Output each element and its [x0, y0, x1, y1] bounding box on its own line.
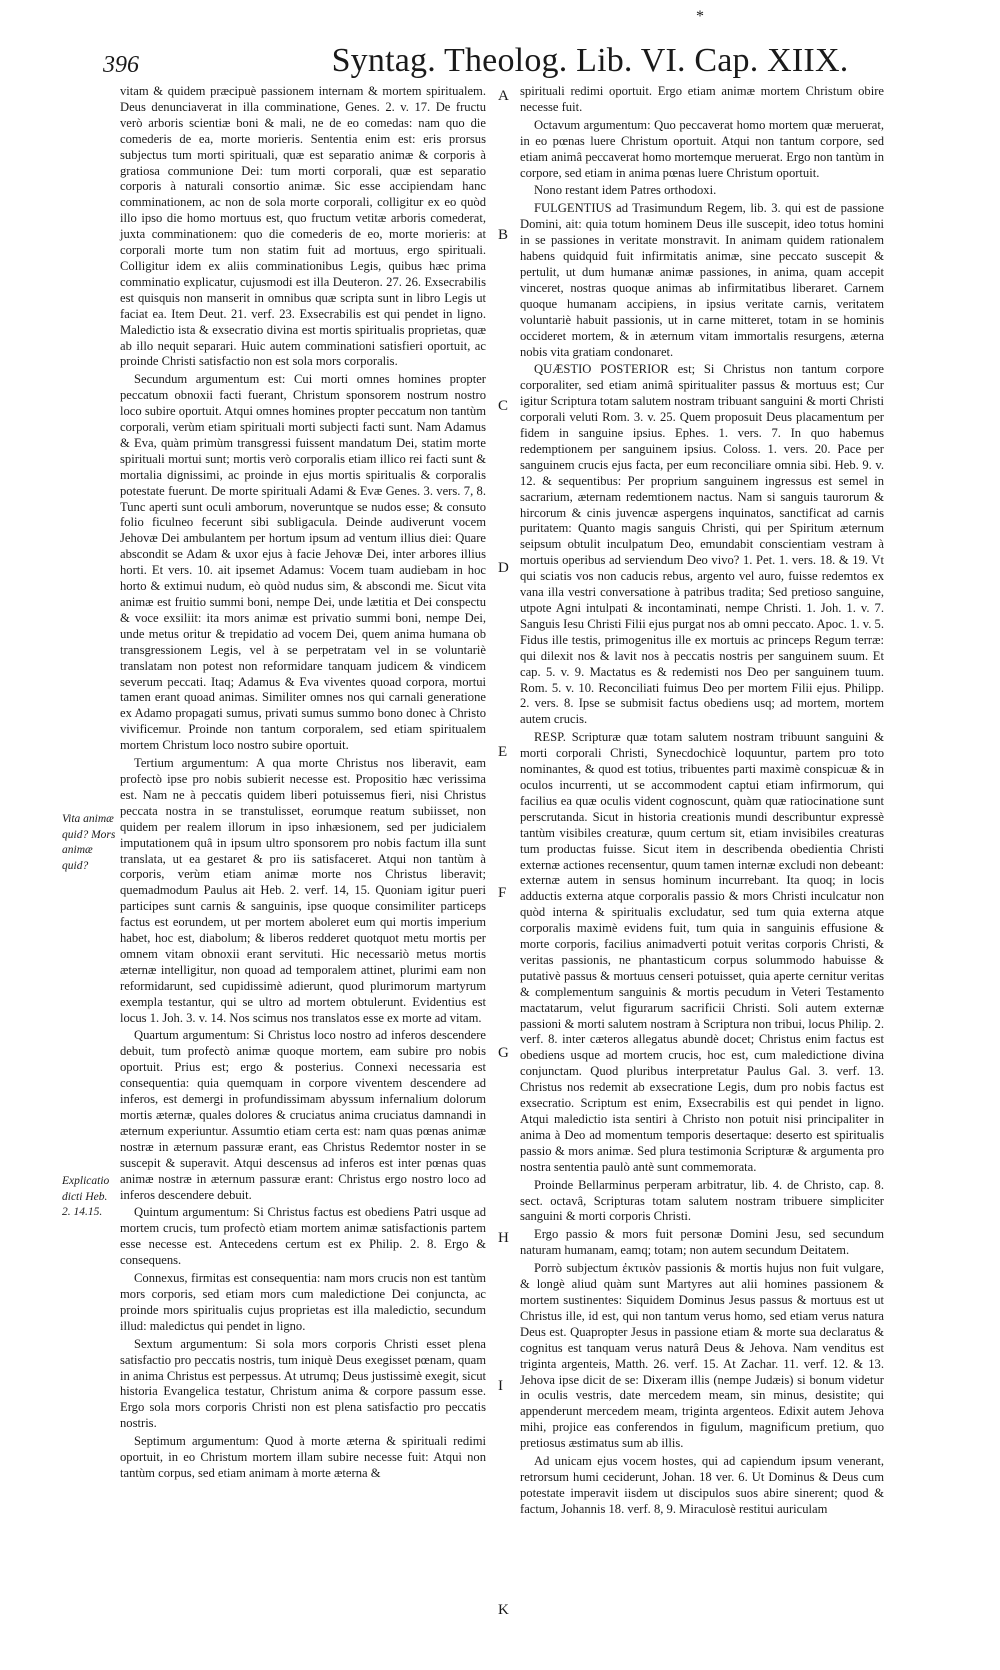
paragraph: Ergo passio & mors fuit personæ Domini Jesu, sed secundum naturam humanam, eamq; totam; non autem secundum Deitatem.	[520, 1227, 884, 1258]
section-marker: H	[498, 1230, 509, 1246]
running-head: Syntag. Theolog. Lib. VI. Cap. XIIX.	[331, 42, 849, 79]
paragraph: Quartum argumentum: Si Christus loco nostro ad inferos descendere debuit, tum profectò animæ quoque mortem, eam subire pro nobis oportuit. Prius est; ergo & posterius. Connexi necessaria est consequentia: quia quemquam in corpore viventem descendere ad inferos, est demergi in profundissimam abyssum infernalium dolorum mortis æternæ, quales dolores & cruciatus anima cruciatus damnandi in æternum experiuntur. Assumtio etiam certa est: nam quas pœnas animæ nostræ in æternum passuræ erant, eas Christus Redemtor noster in se suscepit & superavit. Atqui descensus ad inferos est inter pœnas quas animæ nostræ in æternum passuræ erant: Christus ergo nostro loco ad inferos descendere debuit.	[120, 1028, 486, 1202]
top-mark: *	[696, 8, 704, 25]
paragraph: vitam & quidem præcipuè passionem internam & mortem spiritualem. Deus denunciaverat in illa comminatione, Genes. 2. v. 17. De fructu verò arboris scientiæ boni & mali, ne de eo comedas: nam quo die comederis de ea, morte morieris. Sententia enim est: eris prorsus subjectus tum morti spirituali, quæ est separatio animæ & corporis à gratiosa communione Dei: tum morti corporali, quæ est separatio corporis à naturali consortio animæ. Sic esse accipiendam hanc comminationem, ac non de sola morte corporali, colligitur ex eo quòd illo ipso die homo mortuus est, quo fructum vetitæ arboris comederat, juxta comminationem: quo die comederis de eo, morte morieris: at corporali morte tum non statim fuit ad mortuus, ergo spirituali. Colligitur idem ex aliis comminationibus Legis, quibus hæc prima comminatio explicatur, cujusmodi est illa Deuteron. 27. 26. Exsecrabilis est quisquis non manserit in omnibus quæ scripta sunt in libro Legis ut faciat ea. Item Deut. 21. verf. 23. Exsecrabilis est qui pendet in ligno. Maledictio ista & exsecratio divina est mortis spiritualis proprietas, quæ ab illo nequit separari. Huic autem comminationi satisfieri oportuit, ac proinde Christi satisfactio non est sola mors corporalis.	[120, 84, 486, 369]
paragraph: Octavum argumentum: Quo peccaverat homo mortem quæ meruerat, in eo pœnas luere Christum oportuit. Atqui non tantum corpore, sed etiam animâ peccaverat homo mortemque meruerat. Ergo non tantùm in corpore, sed etiam in anima pœnas luere Christum oportuit.	[520, 117, 884, 180]
paragraph: Nono restant idem Patres orthodoxi.	[534, 183, 717, 198]
right-column	[520, 84, 884, 1518]
section-marker: K	[498, 1602, 509, 1618]
margin-note: Explicatio dicti Heb. 2. 14.15.	[62, 1175, 110, 1218]
left-column	[120, 84, 486, 1482]
paragraph: Septimum argumentum: Quod à morte æterna & spirituali redimi oportuit, in eo Christum mortem illam subire necesse fuit: Atqui non tantùm corpus, sed etiam animam à morte æterna &	[120, 1434, 486, 1480]
page-number: 396	[103, 52, 139, 78]
paragraph: Secundum argumentum est: Cui morti omnes homines propter peccatum obnoxii facti fuerant, Christum sponsorem nostrum nostro loco subire oportuit. Atqui omnes homines propter peccatum non tantùm corporali, verùm etiam spirituali morti subjecti facti sunt. Nam Adamus & Eva, quàm primùm transgressi fuissent mandatum Dei, statim morte spirituali mortui sunt; mortis verò corporalis etiam illico rei facti sunt & mortalia dignissimi, ac proinde in ejus mortis spiritualis & corporalis potestate fuerunt. De morte spirituali Adami & Evæ Genes. 3. vers. 7, 8. Tunc aperti sunt oculi amborum, noveruntque se nudos esse; & consuto folio ficulneo fecerunt sibi subligacula. Deinde audiverunt vocem Jehovæ Dei ambulantem per hortum ipsum ad ventum illius diei: Quare abscondit se Adam & uxor ejus à facie Jehovæ Dei, inter arbores illius horti. Et vers. 10. ait ipsemet Adamus: Vocem tuam audiebam in hoc horto & extimui nudum, eò quòd nudus sim, & abscondi me. Sicut vita animæ est fruitio summi boni, nempe Dei, unde lætitia et Dei conspectu & voce exsiliit: ita mors animæ est privatio summi boni, nempe Dei, unde metus oritur & trepidatio ad vocem Dei, quem anima humana ob transgressionem Legis, vel à se perpetratam vel in se voluntariè translatam non potest non reformidare tanquam judicem & vindicem severum peccati. Itaq; Adamus & Eva viventes quoad corpora, mortui tamen erant quoad animas. Similiter omnes nos qui carnali generatione ex Adamo propagati sumus, privati sumus summo bono donec à Christo vivificemur. Proinde non tantum corporalem, sed etiam spiritualem mortem Christum loco nostro subire oportuit.	[120, 372, 486, 753]
paragraph: Sextum argumentum: Si sola mors corporis Christi esset plena satisfactio pro peccatis nostris, tum iniquè Deus exegisset pœnam, quam in anima Christus est perpessus. At utrumq; Deus justissimè exegit, sicut historia Evangelica testatur, Christum anima & corpore passum esse. Ergo sola mors corporis Christi non est plena satisfactio pro peccatis nostris.	[120, 1336, 486, 1431]
paragraph: QUÆSTIO POSTERIOR est; Si Christus non tantum corpore corporaliter, sed etiam animâ spiritualiter passus & mortuus est; Cur igitur Scriptura totam salutem nostram tribuant sanguini & morti Christi corporali veluti Rom. 3. v. 25. Quem proposuit Deus placamentum per fidem in sanguine ipsius. Ephes. 1. vers. 7. In quo habemus redemptionem per sanguinem ipsius. Coloss. 1. vers. 20. Pace per sanguinem crucis ejus facta, per eum reconciliare omnia sibi. Heb. 9. v. 12. & sequentibus: Per proprium sanguinem ingressus est semel in sacrarium, æternam redemtionem nactus. Nam si sanguis taurorum & hircorum & cinis juvencæ aspergens inquinatos, sanctificat ad carnis puritatem: Quanto magis sanguis Christi, qui per Spiritum æternum seipsum obtulit inculpatum Deo, emundabit conscientiam vestram à mortuis operibus ad serviendum Deo vivo? 1. Pet. 1. vers. 18. & 19. Vt qui sciatis vos non caducis rebus, argento vel auro, fuisse redemtos ex vana illa vestri conversatione à patribus tradita; Sed pretioso sanguine, utpote Agni intulpati & incontaminati, nempe Christi. 1. Joh. 1. v. 7. Sanguis Iesu Christi Filii ejus purgat nos ab omni peccato. Apoc. 1. v. 5. Fidus ille testis, primogenitus ille ex mortuis ac princeps Regum terræ: qui dilexit nos & lavit nos à peccatis nostris per sanguinem suum. Et cap. 5. v. 9. Mactatus es & redemisti nos Deo per sanguinem tuum. Rom. 5. v. 10. Reconciliati fuimus Deo per mortem Filii ejus. Philipp. 2. vers. 8. Ipse se submisit factus obediens usq; ad mortem, mortem autem crucis.	[520, 362, 884, 727]
section-marker: I	[498, 1378, 503, 1394]
paragraph: Proinde Bellarminus perperam arbitratur, lib. 4. de Christo, cap. 8. sect. octavâ, Scripturas totam salutem nostram tribuere simpliciter sanguini & morti corporis Christi.	[520, 1177, 884, 1224]
section-marker: F	[498, 885, 507, 901]
section-marker: D	[498, 560, 509, 576]
paragraph: Quintum argumentum: Si Christus factus est obediens Patri usque ad mortem crucis, tum profectò etiam mortem animæ satisfactionis partem esse necesse est. Antecedens certum est ex Philip. 2. 8. Ergo & consequens.	[120, 1205, 486, 1268]
section-marker: G	[498, 1045, 509, 1061]
paragraph: Porrò subjectum ἐκτικὸν passionis & mortis hujus non fuit vulgare, & longè aliud quàm sunt Martyres aut alii homines passionem & mortem sustinentes: Siquidem Dominus Jesus passus & mortuus est ut Christus ille, id est, qui non tantum verus homo, sed etiam verus natura Deus est. Quapropter Jesus in passione etiam & morte sua declaratus & cognitus est tanquam verus naturâ Deus & Jehova. Nam venditus est triginta argenteis, Matth. 26. verf. 15. At Zachar. 11. verf. 12. & 13. Jehova ipse dicit de se: Dixeram illis (nempe Judæis) si bonum videtur in oculis vestris, date mercedem meam, sin minus, desistite; qui appenderunt mercedem meam, triginta argenteos. Edixit autem Jehova mihi, projice eas conferendos in figulum, magnificum pretium, quo pretiosus æstimatus sum ab illis.	[520, 1261, 884, 1451]
section-marker: A	[498, 88, 509, 104]
paragraph: Ad unicam ejus vocem hostes, qui ad capiendum ipsum venerant, retrorsum humi ceciderunt, Johan. 18 ver. 6. Ut Dominus & Deus cum potestate imperavit iisdem ut discipulos suos abire sinerent; quod & factum, Johannis 18. verf. 8, 9. Miraculosè restitui auriculam	[520, 1454, 884, 1516]
paragraph: Tertium argumentum: A qua morte Christus nos liberavit, eam profectò ipse pro nobis subierit necesse est. Propositio hæc verissima est. Nam ne à peccatis quidem liberi potuissemus fieri, nisi Christus peccata nostra in se transtulisset, eorumque reatum subiisset, non quidem per realem illorum in ipso inhæsionem, sed per judicialem imputationem quâ in ipsum ultro sponsorem pro nobis factum illa sunt translata, ut ea gestaret & pro iis satisfaceret. Atqui non tantùm à corporis, verùm etiam animæ morte nos Christus liberavit; quemadmodum Paulus ait Heb. 2. verf. 14, 15. Quoniam igitur pueri participes sunt carnis & sanguinis, ipse quoque consimiliter particeps factus est eorundem, ut per mortem aboleret eum qui mortis imperium habet, hoc est, diabolum; & liberos redderet quotquot metu mortis per omnem vitam obnoxii erant servituti. Hic necessariò metus mortis æternæ intelligitur, non quoad ad temporalem attinet, plurimi eam non reformidarunt, sed cupidissimè adierunt, quod plurimorum martyrum exempla testantur, qui se ultro ad mortem obtulerunt. Evidentius est locus 1. Joh. 3. v. 14. Nos scimus nos translatos esse ex morte ad vitam.	[120, 756, 486, 1025]
margin-note: Vita animæ quid? Mors animæ quid?	[62, 813, 116, 872]
paragraph: spirituali redimi oportuit. Ergo etiam animæ mortem Christum obire necesse fuit.	[520, 84, 884, 114]
section-marker: E	[498, 744, 508, 760]
paragraph: Connexus, firmitas est consequentia: nam mors crucis non est tantùm mors corporis, sed etiam mors cum maledictione Dei conjuncta, ac proinde mors spiritualis cujus proprietas est illa maledictio, secundum illud: maledictus qui pendet in ligno.	[120, 1271, 486, 1333]
paragraph: RESP. Scripturæ quæ totam salutem nostram tribuunt sanguini & morti corporali Christi, Synecdochicè loquuntur, partem pro toto nominantes, & quod est totius, tribuentes parti maximè conspicuæ & in oculos incurrenti, ut se accommodent captui etiam infirmorum, qui facilius ea quæ oculis vident cognoscunt, quàm quæ ratiocinatione sunt perscrutanda. Sicut in historia creationis mundi describuntur expressè tantùm visibiles creaturæ, quum certum sit, etiam invisibiles creaturas tum productas fuisse. Sicut item in describenda obedientia Christi externæ actiones recensentur, quum tamen internæ excludi non debeant: externæ autem in sensus hominum incurrebant. Ita quoq; in locis adductis externa atque corporalis passio & mors Christi inculcatur non quòd interna & spiritualis excludatur, sed tum quia externa atque corporalis maximè evidens fuit, tum quia in sanguinis effusione & morte corporis, facilius animadverti potuit veritas corporis Christi, & veritas passionis, ne phantasticum corpus solummodo habuisse & putativè passus & mortuus censeri potuisset, quia aperte cernitur veritas & complementum sanguinis & mortis pecudum in Veteri Testamento mactatarum, velut figurarum sacrificii Christi. Soli autem externæ passioni & morti salutem nostram à Scriptura non tribui, locus Philip. 2. verf. 8. inter cæteros allegatus abundè docet; Christus enim factus est obediens usque ad mortem crucis, hoc est, cum maledictione divina conjunctam. Quod pluribus interpretatur Paulus Gal. 3. verf. 13. Christus nos redemit ab exsecratione Legis, dum pro nobis factus est exsecratio. Scriptum est enim, Exsecrabilis est qui pendet in ligno. Atqui maledictio ista sentiri à Christo non potuit nisi principaliter in anima à Deo ad momentum temporis desertaque: deserto est spiritualis passio & mors animæ. Sed plura testimonia Scripturæ & argumenta pro nostra sententia paulò antè sunt commemorata.	[520, 730, 884, 1174]
paragraph: FULGENTIUS ad Trasimundum Regem, lib. 3. qui est de passione Domini, ait: quia totum hominem Deus ille suscepit, ideo totus homini in se passiones in veritate monstravit. In animam quidem rationalem habens quidquid fuit infirmitatis animæ, sine peccato suscepit & pertulit, ut dum humanæ animæ passiones, in anima, quam accepit vinceret, nostras quoque animas ab infirmitatibus liberaret. Carnem quoque humanam accipiens, in ipsius veritate carnis, veritatem voluntariè habuit passionis, ut in carne mitteret, totam in se hominis occideret mortem, & in æternum vitam immortalis resurgens, æterna nobis vita gratiam condonaret.	[520, 201, 884, 359]
section-marker: B	[498, 227, 509, 243]
section-marker: C	[498, 398, 509, 414]
